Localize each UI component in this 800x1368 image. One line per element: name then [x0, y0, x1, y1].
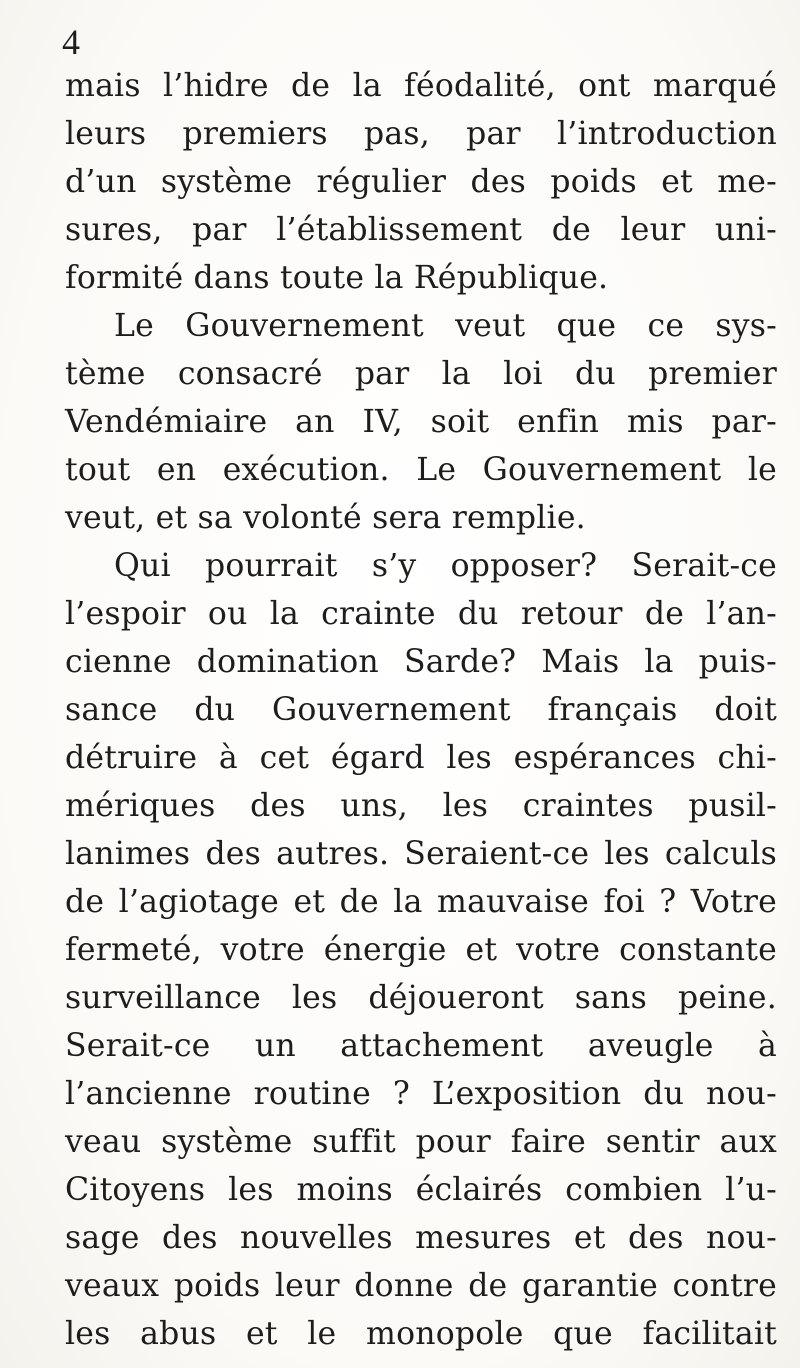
text-line: sage des nouvelles mesures et des nou- [65, 1220, 777, 1256]
text-line: sures, par l’établissement de leur uni- [65, 212, 777, 248]
text-line: sance du Gouvernement français doit [65, 692, 777, 728]
text-line: l’espoir ou la crainte du retour de l’an- [65, 596, 777, 632]
text-line: veut, et sa volonté sera remplie. [65, 500, 586, 536]
text-line: veaux poids leur donne de garantie contre [65, 1268, 777, 1304]
text-line: tout en exécution. Le Gouvernement le [65, 452, 777, 488]
text-line: mais l’hidre de la féodalité, ont marqué [65, 68, 777, 104]
text-line: tème consacré par la loi du premier [65, 356, 777, 392]
text-line: d’un système régulier des poids et me- [65, 164, 777, 200]
text-line: leurs premiers pas, par l’introduction [65, 116, 777, 152]
text-line: Qui pourrait s’y opposer? Serait-ce [114, 548, 777, 584]
text-line: les abus et le monopole que facilitait [65, 1316, 777, 1352]
text-line: détruire à cet égard les espérances chi- [65, 740, 777, 776]
text-line: l’ancienne routine ? L’exposition du nou- [65, 1076, 777, 1112]
text-line: fermeté, votre énergie et votre constante [65, 932, 777, 968]
text-line: Le Gouvernement veut que ce sys- [114, 308, 777, 344]
text-line: surveillance les déjoueront sans peine. [65, 980, 777, 1016]
text-line: Serait-ce un attachement aveugle à [65, 1028, 777, 1064]
text-line: de l’agiotage et de la mauvaise foi ? Votre [65, 884, 777, 920]
text-line: veau système suffit pour faire sentir aux [65, 1124, 777, 1160]
text-line: formité dans toute la République. [65, 260, 609, 296]
text-line: Vendémiaire an IV, soit enfin mis par- [65, 404, 777, 440]
text-line: Citoyens les moins éclairés combien l’u- [65, 1172, 777, 1208]
page-number: 4 [62, 22, 80, 62]
text-line: cienne domination Sarde? Mais la puis- [65, 644, 777, 680]
text-line: lanimes des autres. Seraient-ce les calculs [65, 836, 777, 872]
text-line: mériques des uns, les craintes pusil- [65, 788, 777, 824]
body-text [65, 62, 777, 1358]
